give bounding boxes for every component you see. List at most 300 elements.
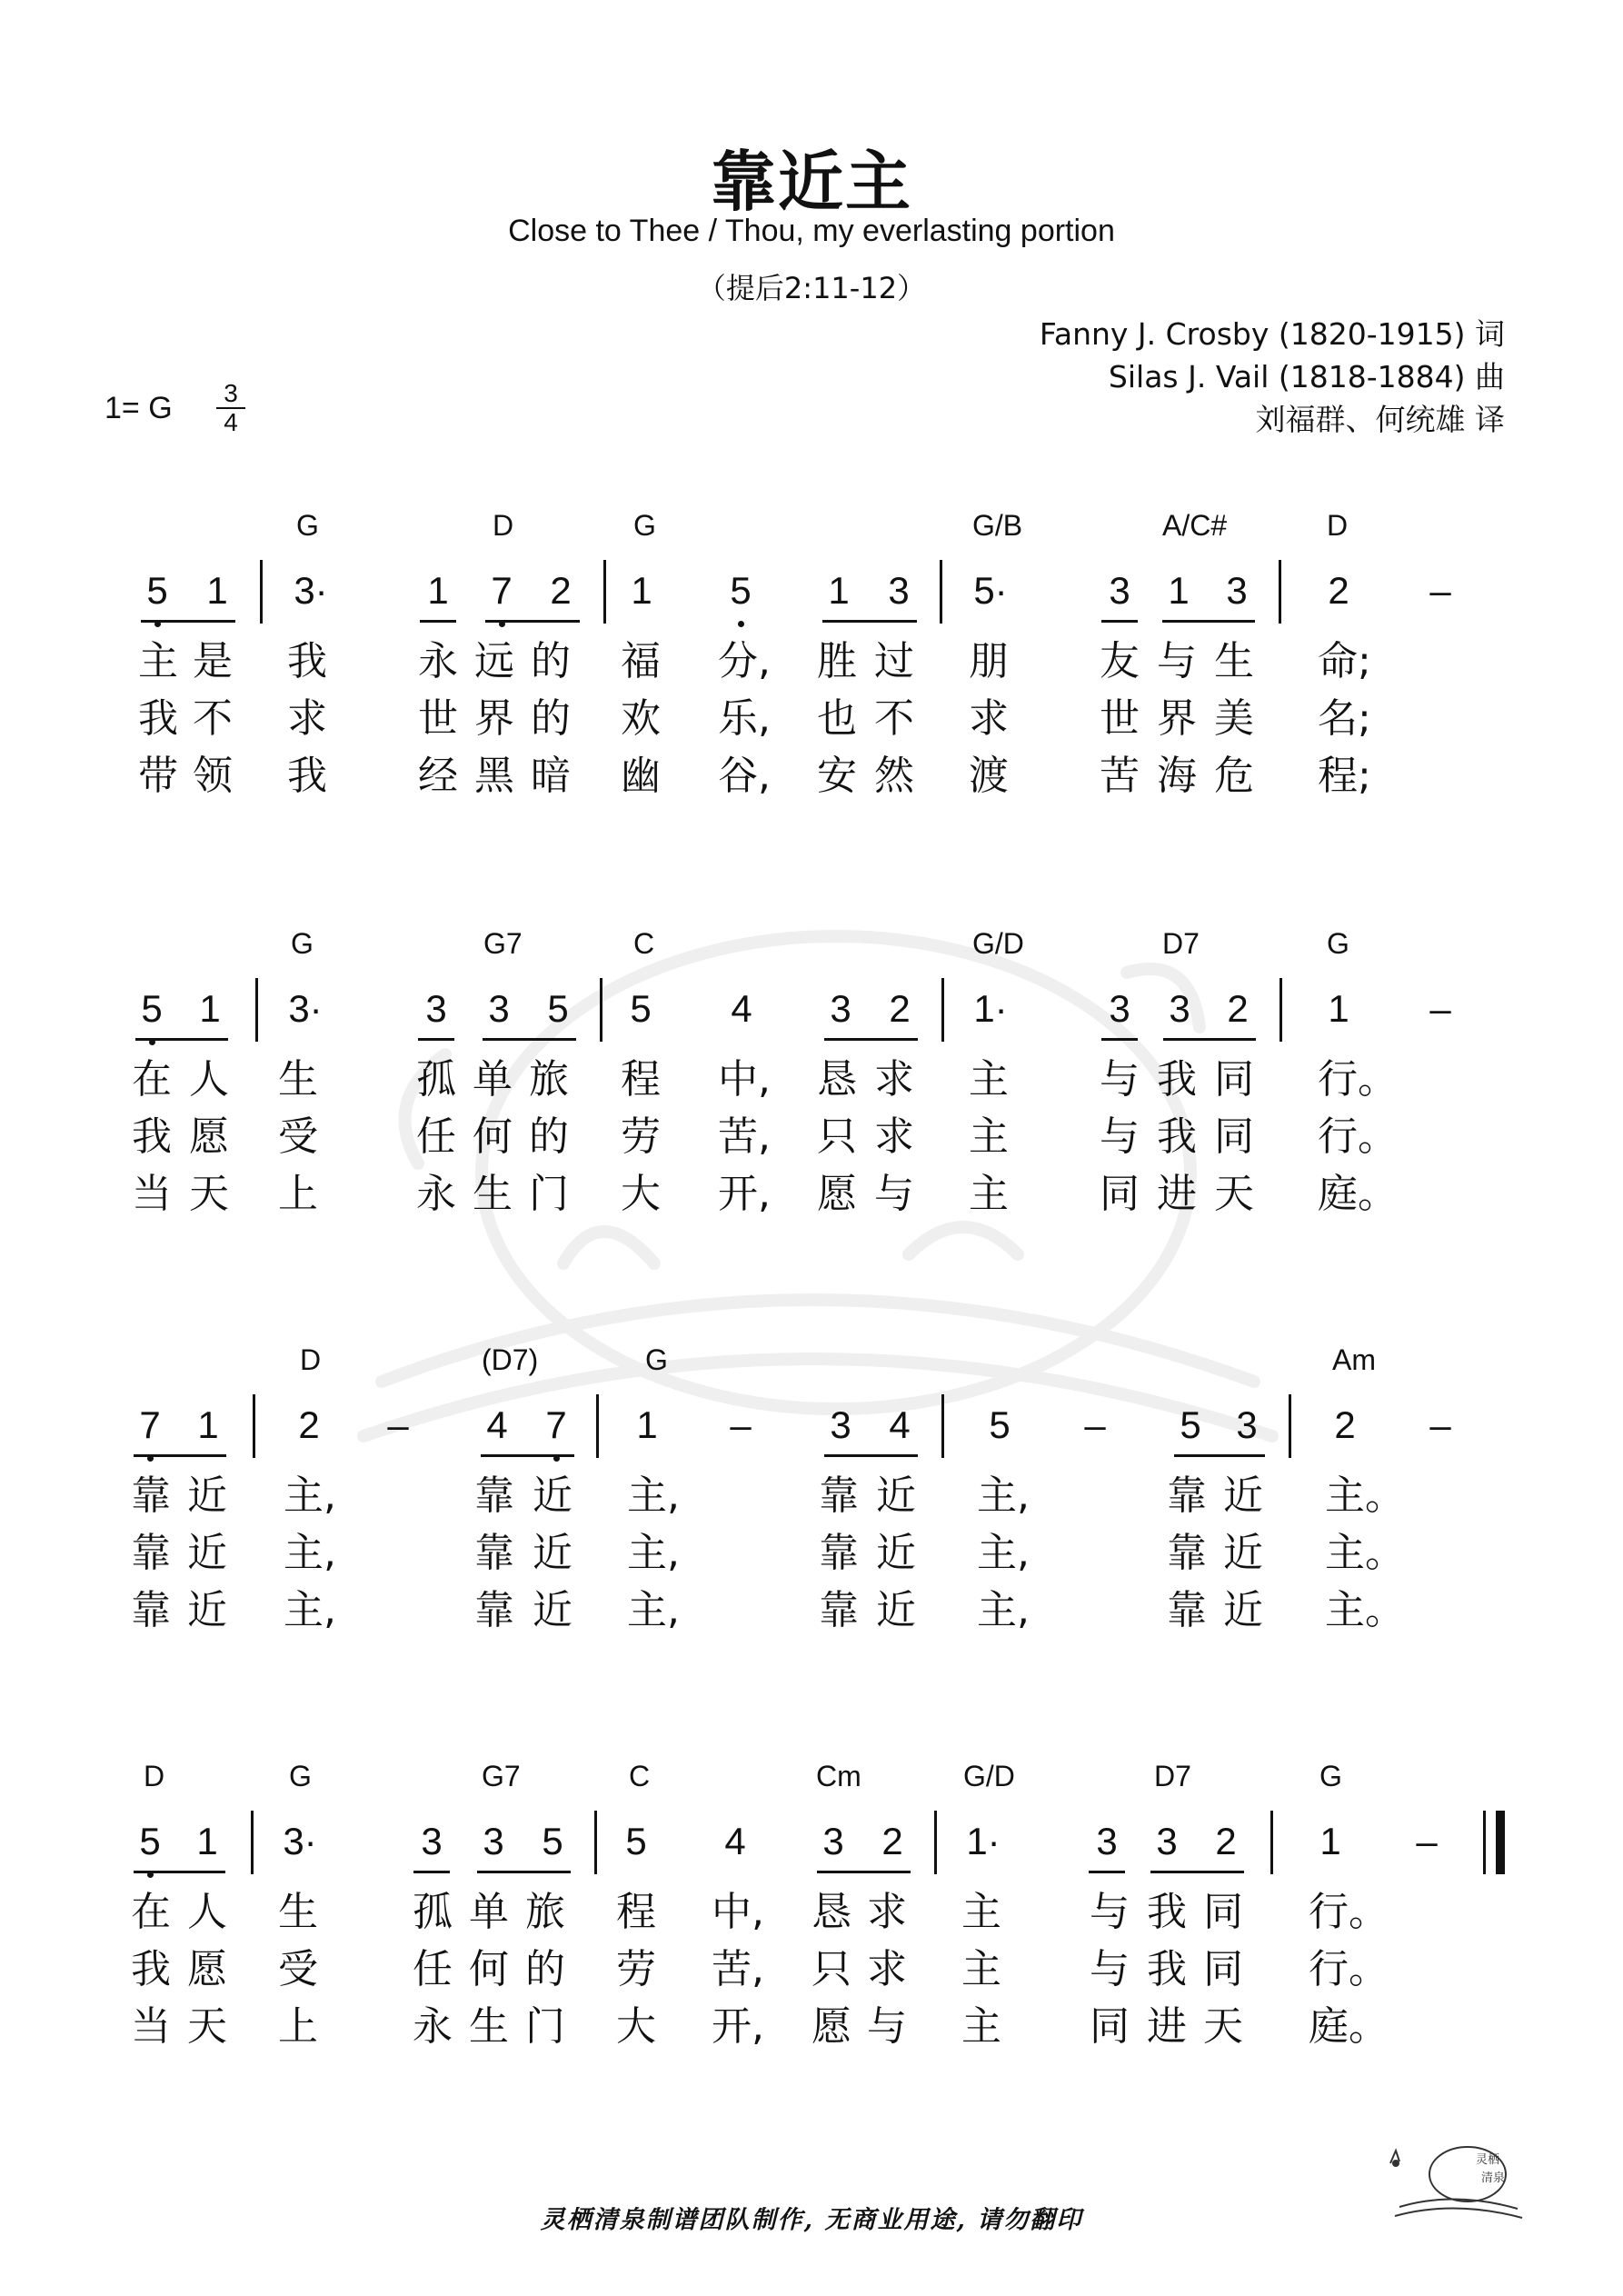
lyric: 上 — [278, 2003, 318, 2050]
lyric: 在 — [131, 1889, 171, 1935]
lyric: 朋 — [969, 638, 1009, 684]
lyric: 永 — [416, 1171, 456, 1217]
lyric: 我 — [132, 1113, 172, 1160]
note: 2 — [1334, 1403, 1356, 1446]
lyric: 靠 — [474, 1530, 514, 1576]
chord: G — [1327, 927, 1349, 960]
note: 2 — [1227, 987, 1249, 1030]
lyric: 在 — [132, 1056, 172, 1103]
time-signature-top: 3 — [224, 379, 238, 407]
lyric: 主, — [977, 1472, 1030, 1519]
lyric: 主, — [284, 1472, 336, 1519]
lyric: 的 — [531, 695, 571, 742]
lyric: 求 — [874, 1113, 914, 1160]
lyric: 孤 — [413, 1889, 453, 1935]
lyric: 近 — [533, 1587, 573, 1633]
note: 3 — [830, 1403, 851, 1446]
barline — [941, 1394, 944, 1458]
lyric: 同 — [1090, 2003, 1130, 2050]
barline — [603, 560, 606, 624]
note: 1 — [197, 1403, 219, 1446]
lyric: 当 — [132, 1171, 172, 1217]
lyric: 行。 — [1309, 1946, 1389, 1992]
lyric: 靠 — [819, 1587, 859, 1633]
lyric: 的 — [525, 1946, 565, 1992]
lyric: 与 — [1157, 638, 1197, 684]
lyric: 近 — [187, 1472, 227, 1519]
lyric: 的 — [531, 638, 571, 684]
beam — [1163, 1038, 1256, 1041]
lyric: 程 — [616, 1889, 656, 1935]
beam — [413, 1871, 450, 1873]
chord: Cm — [816, 1760, 861, 1792]
lyric: 永 — [413, 2003, 453, 2050]
chord: A/C# — [1162, 509, 1228, 542]
note: 3 — [1109, 987, 1130, 1030]
lyric: 与 — [1100, 1056, 1140, 1103]
lyric: 海 — [1157, 753, 1197, 799]
note: – — [730, 1403, 752, 1446]
chord: G7 — [482, 1760, 521, 1792]
system-2 — [0, 927, 1623, 1273]
translator-credit: 刘福群、何统雄 译 — [1255, 402, 1505, 437]
barline — [1279, 978, 1282, 1042]
lyric: 的 — [529, 1113, 569, 1160]
lyric: 过 — [874, 638, 914, 684]
lyric: 也 — [817, 695, 857, 742]
beam — [477, 1871, 571, 1873]
note: 7 — [483, 565, 520, 616]
lyric: 靠 — [131, 1530, 171, 1576]
lyric: 界 — [474, 695, 514, 742]
beam — [134, 1871, 225, 1873]
lyric: 领 — [193, 753, 233, 799]
lyric: 行。 — [1318, 1056, 1398, 1103]
note: 1 — [1319, 1820, 1341, 1862]
note: 2 — [1328, 569, 1349, 612]
lyric: 友 — [1100, 638, 1140, 684]
lyric: 近 — [187, 1587, 227, 1633]
lyric: 界 — [1157, 695, 1197, 742]
lyric: 苦, — [718, 1113, 771, 1160]
barline — [260, 560, 263, 624]
lyric: 大 — [616, 2003, 656, 2050]
lyric: 进 — [1157, 1171, 1197, 1217]
lyric: 不 — [874, 695, 914, 742]
note: 3· — [294, 569, 328, 612]
lyric: 旅 — [529, 1056, 569, 1103]
lyric: 愿 — [189, 1113, 229, 1160]
lyric: 靠 — [131, 1587, 171, 1633]
barline — [940, 560, 942, 624]
note: 3 — [1096, 1820, 1118, 1862]
lyric: 近 — [533, 1530, 573, 1576]
note: 3 — [1109, 569, 1130, 612]
lyric: 欢 — [621, 695, 661, 742]
beam — [483, 1038, 576, 1041]
note: – — [1416, 1820, 1438, 1862]
lyric: 程 — [621, 1056, 661, 1103]
lyric: 靠 — [474, 1472, 514, 1519]
note: 5 — [542, 1820, 563, 1862]
note: 1 — [631, 569, 652, 612]
note: 2 — [1215, 1820, 1237, 1862]
note: 3 — [421, 1820, 443, 1862]
svg-text:灵栖: 灵栖 — [1476, 2153, 1500, 2167]
note: 3 — [425, 987, 447, 1030]
chord: G7 — [483, 927, 523, 960]
beam — [481, 1454, 574, 1457]
beam — [485, 620, 580, 623]
lyric: 门 — [529, 1171, 569, 1217]
lyric: 主 — [961, 2003, 1001, 2050]
chord: D — [493, 509, 514, 542]
lyric: 乐, — [718, 695, 771, 742]
lyric: 任 — [413, 1946, 453, 1992]
lyric: 暗 — [531, 753, 571, 799]
lyric: 与 — [1100, 1113, 1140, 1160]
lyric: 庭。 — [1318, 1171, 1398, 1217]
sheep-logo-icon — [1381, 2136, 1527, 2227]
lyric: 生 — [278, 1889, 318, 1935]
lyric: 主 — [969, 1056, 1009, 1103]
barline — [596, 1394, 599, 1458]
lyric: 主 — [961, 1889, 1001, 1935]
lyric: 中, — [712, 1889, 764, 1935]
lyric: 当 — [131, 2003, 171, 2050]
lyric: 同 — [1214, 1113, 1254, 1160]
lyric: 我 — [287, 753, 327, 799]
note: 1 — [1328, 987, 1349, 1030]
note: – — [1429, 569, 1451, 612]
note: 1· — [973, 987, 1008, 1030]
note: 7 — [132, 1400, 168, 1451]
note: 4 — [486, 1403, 508, 1446]
lyric: 主, — [627, 1530, 680, 1576]
note: 5 — [1180, 1403, 1201, 1446]
lyric: 世 — [1100, 695, 1140, 742]
scripture-reference: （提后2:11-12） — [696, 271, 927, 305]
lyric: 劳 — [616, 1946, 656, 1992]
composer-credit: Silas J. Vail (1818-1884) 曲 — [1108, 359, 1505, 394]
lyric: 苦 — [1100, 753, 1140, 799]
chord: D7 — [1162, 927, 1200, 960]
chord: C — [633, 927, 655, 960]
chord: G — [291, 927, 314, 960]
beam — [134, 1454, 226, 1457]
lyric: 行。 — [1309, 1889, 1389, 1935]
lyric: 大 — [621, 1171, 661, 1217]
lyric: 旅 — [525, 1889, 565, 1935]
lyric: 单 — [469, 1889, 509, 1935]
note: 2 — [550, 569, 572, 612]
lyric: 与 — [1090, 1889, 1130, 1935]
barline — [600, 978, 602, 1042]
lyric: 天 — [1214, 1171, 1254, 1217]
lyric: 黑 — [474, 753, 514, 799]
lyric: 孤 — [416, 1056, 456, 1103]
lyric: 带 — [138, 753, 178, 799]
time-signature — [214, 380, 247, 436]
lyric: 恳 — [812, 1889, 851, 1935]
lyric: 我 — [131, 1946, 171, 1992]
lyric: 求 — [969, 695, 1009, 742]
lyric: 我 — [287, 638, 327, 684]
chord: G — [645, 1343, 668, 1376]
lyric: 门 — [525, 2003, 565, 2050]
lyric: 名; — [1318, 695, 1371, 742]
system-3 — [0, 1343, 1623, 1689]
note: 4 — [731, 987, 752, 1030]
lyric: 渡 — [969, 753, 1009, 799]
lyric: 主, — [627, 1472, 680, 1519]
chord: G — [633, 509, 656, 542]
note: – — [387, 1403, 409, 1446]
lyric: 生 — [473, 1171, 513, 1217]
barline — [941, 978, 944, 1042]
chord: D7 — [1154, 1760, 1191, 1792]
barline — [1279, 560, 1281, 624]
lyric: 生 — [278, 1056, 318, 1103]
lyric: 主, — [977, 1530, 1030, 1576]
lyric: 近 — [187, 1530, 227, 1576]
note: 1 — [828, 569, 850, 612]
chord: G/D — [972, 927, 1024, 960]
lyric: 主 — [969, 1171, 1009, 1217]
beam — [1162, 620, 1255, 623]
time-signature-bottom: 4 — [216, 407, 245, 436]
note: 5 — [139, 565, 175, 616]
lyric: 主, — [284, 1587, 336, 1633]
beam — [1089, 1871, 1125, 1873]
lyric: 我 — [1147, 1889, 1187, 1935]
note: 5 — [630, 987, 652, 1030]
lyric: 靠 — [1167, 1530, 1207, 1576]
lyric: 是 — [193, 638, 233, 684]
lyric: 永 — [418, 638, 458, 684]
final-barline-thin — [1483, 1811, 1486, 1874]
lyric: 与 — [1090, 1946, 1130, 1992]
lyricist-credit: Fanny J. Crosby (1820-1915) 词 — [1039, 316, 1505, 352]
barline — [1289, 1394, 1291, 1458]
lyric: 开, — [712, 2003, 764, 2050]
lyric: 美 — [1214, 695, 1254, 742]
lyric: 愿 — [817, 1171, 857, 1217]
barline — [253, 1394, 255, 1458]
lyric: 主, — [977, 1587, 1030, 1633]
note: 1· — [966, 1820, 1001, 1862]
beam — [135, 1038, 228, 1041]
note: 3· — [283, 1820, 317, 1862]
lyric: 主 — [969, 1113, 1009, 1160]
lyric: 求 — [287, 695, 327, 742]
lyric: 只 — [817, 1113, 857, 1160]
note: 5 — [989, 1403, 1011, 1446]
note: 4 — [724, 1820, 746, 1862]
lyric: 近 — [876, 1530, 916, 1576]
lyric: 与 — [874, 1171, 914, 1217]
chord: G — [296, 509, 319, 542]
barline — [594, 1811, 597, 1874]
lyric: 求 — [867, 1946, 907, 1992]
note: 2 — [889, 987, 911, 1030]
lyric: 经 — [418, 753, 458, 799]
note: 1 — [196, 1820, 218, 1862]
beam — [1101, 1038, 1138, 1041]
note: 1 — [427, 569, 449, 612]
chord: C — [629, 1760, 651, 1792]
note: 1 — [636, 1403, 658, 1446]
lyric: 安 — [817, 753, 857, 799]
english-subtitle: Close to Thee / Thou, my everlasting portion — [508, 214, 1115, 248]
lyric: 远 — [474, 638, 514, 684]
note: 3 — [1226, 569, 1248, 612]
chord: G/D — [963, 1760, 1015, 1792]
lyric: 庭。 — [1309, 2003, 1389, 2050]
barline — [251, 1811, 254, 1874]
lyric: 我 — [138, 695, 178, 742]
octave-dot-low — [738, 621, 744, 627]
note: – — [1084, 1403, 1106, 1446]
beam — [1101, 620, 1138, 623]
svg-text:清泉: 清泉 — [1481, 2171, 1506, 2185]
lyric: 愿 — [812, 2003, 851, 2050]
note: – — [1429, 987, 1451, 1030]
chord: Am — [1332, 1343, 1376, 1376]
lyric: 不 — [193, 695, 233, 742]
lyric: 进 — [1147, 2003, 1187, 2050]
beam — [141, 620, 235, 623]
chord: (D7) — [482, 1343, 539, 1376]
lyric: 世 — [418, 695, 458, 742]
lyric: 劳 — [621, 1113, 661, 1160]
lyric: 危 — [1214, 753, 1254, 799]
note: 1 — [199, 987, 221, 1030]
lyric: 何 — [469, 1946, 509, 1992]
lyric: 胜 — [817, 638, 857, 684]
lyric: 何 — [473, 1113, 513, 1160]
note: 3 — [1156, 1820, 1178, 1862]
chord: G — [1319, 1760, 1342, 1792]
note: 1 — [1168, 569, 1190, 612]
note: – — [1429, 1403, 1451, 1446]
lyric: 人 — [187, 1889, 227, 1935]
lyric: 天 — [189, 1171, 229, 1217]
lyric: 主。 — [1325, 1587, 1405, 1633]
note: 5 — [722, 565, 759, 616]
lyric: 单 — [473, 1056, 513, 1103]
lyric: 谷, — [718, 753, 771, 799]
lyric: 开, — [718, 1171, 771, 1217]
lyric: 同 — [1214, 1056, 1254, 1103]
beam — [824, 1454, 918, 1457]
lyric: 同 — [1203, 1946, 1243, 1992]
note: 1 — [206, 569, 228, 612]
lyric: 程; — [1318, 753, 1371, 799]
lyric: 只 — [812, 1946, 851, 1992]
lyric: 天 — [1203, 2003, 1243, 2050]
lyric: 主 — [138, 638, 178, 684]
lyric: 主, — [627, 1587, 680, 1633]
beam — [418, 1038, 454, 1041]
lyric: 福 — [621, 638, 661, 684]
note: 2 — [881, 1820, 903, 1862]
chord: D — [144, 1760, 165, 1792]
note: 3 — [483, 1820, 504, 1862]
note: 3 — [888, 569, 910, 612]
lyric: 近 — [1223, 1530, 1263, 1576]
beam — [420, 620, 456, 623]
beam — [817, 1871, 911, 1873]
beam — [1150, 1871, 1244, 1873]
lyric: 我 — [1147, 1946, 1187, 1992]
note: 3 — [822, 1820, 844, 1862]
lyric: 近 — [1223, 1587, 1263, 1633]
note: 5· — [973, 569, 1008, 612]
lyric: 我 — [1157, 1056, 1197, 1103]
lyric: 近 — [876, 1472, 916, 1519]
barline — [934, 1811, 937, 1874]
lyric: 幽 — [621, 753, 661, 799]
footer-notice: 灵栖清泉制谱团队制作, 无商业用途, 请勿翻印 — [540, 2206, 1083, 2234]
lyric: 命; — [1318, 638, 1371, 684]
barline — [255, 978, 258, 1042]
lyric: 生 — [1214, 638, 1254, 684]
lyric: 中, — [718, 1056, 771, 1103]
system-4 — [0, 1760, 1623, 2105]
lyric: 主。 — [1325, 1530, 1405, 1576]
lyric: 天 — [187, 2003, 227, 2050]
lyric: 靠 — [819, 1472, 859, 1519]
note: 5 — [547, 987, 569, 1030]
note: 3 — [488, 987, 510, 1030]
note: 5 — [625, 1820, 647, 1862]
note: 3 — [1169, 987, 1190, 1030]
lyric: 靠 — [1167, 1472, 1207, 1519]
lyric: 主 — [961, 1946, 1001, 1992]
lyric: 近 — [533, 1472, 573, 1519]
lyric: 苦, — [712, 1946, 764, 1992]
lyric: 任 — [416, 1113, 456, 1160]
lyric: 求 — [874, 1056, 914, 1103]
lyric: 同 — [1203, 1889, 1243, 1935]
lyric: 受 — [278, 1113, 318, 1160]
note: 3 — [1236, 1403, 1258, 1446]
lyric: 与 — [867, 2003, 907, 2050]
lyric: 上 — [278, 1171, 318, 1217]
chord: D — [1327, 509, 1349, 542]
lyric: 人 — [189, 1056, 229, 1103]
note: 5 — [132, 1816, 168, 1867]
page-title: 靠近主 — [710, 144, 912, 220]
lyric: 近 — [876, 1587, 916, 1633]
chord: D — [300, 1343, 322, 1376]
system-1 — [0, 509, 1623, 854]
beam — [824, 1038, 918, 1041]
note: 7 — [538, 1400, 574, 1451]
lyric: 求 — [867, 1889, 907, 1935]
final-barline-thick — [1496, 1811, 1505, 1874]
chord: G — [289, 1760, 312, 1792]
lyric: 恳 — [817, 1056, 857, 1103]
lyric: 愿 — [187, 1946, 227, 1992]
chord: G/B — [972, 509, 1023, 542]
lyric: 分, — [718, 638, 771, 684]
key-signature: 1= G — [105, 391, 173, 425]
note: 3 — [830, 987, 851, 1030]
note: 5 — [134, 983, 170, 1034]
lyric: 生 — [469, 2003, 509, 2050]
